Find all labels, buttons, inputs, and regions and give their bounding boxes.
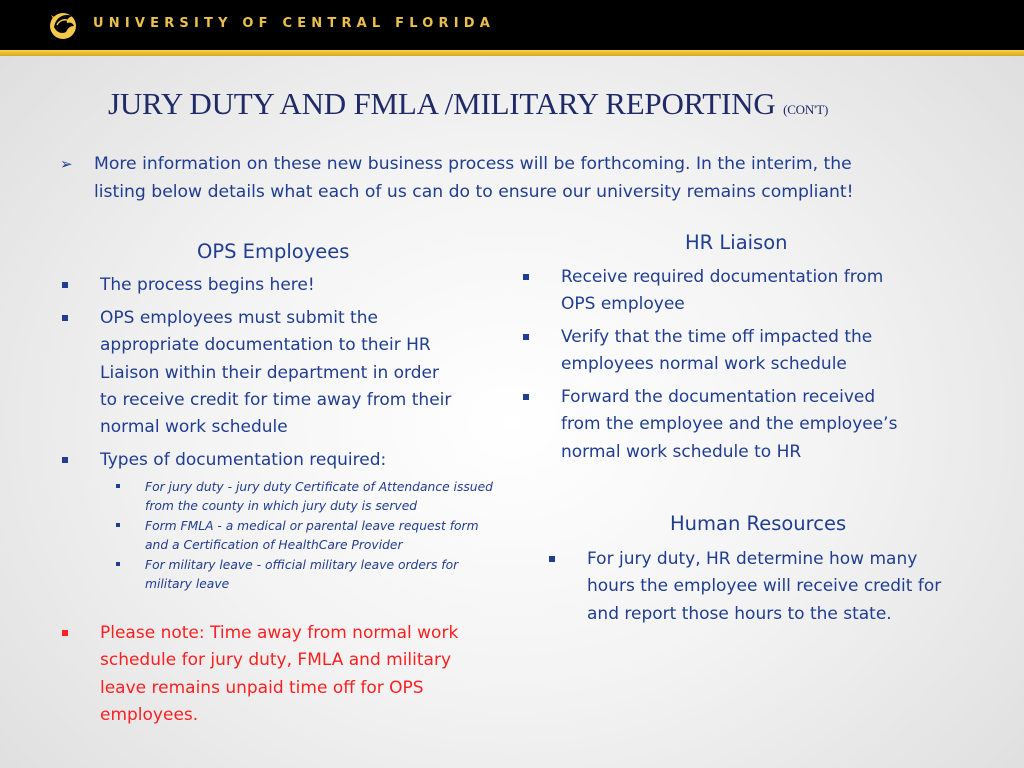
ucf-header-bar [0, 0, 1024, 50]
square-bullet-icon [116, 523, 120, 527]
square-bullet-icon [549, 556, 555, 562]
title-main: JURY DUTY AND FMLA /MILITARY REPORTING [108, 86, 776, 121]
human-resources-bullet-1: For jury duty, HR determine how many hours the employee will receive credit for and report those hours to the state. [549, 546, 941, 628]
title-suffix: (CON'T) [783, 102, 829, 117]
ops-bullet-2: OPS employees must submit the appropriate documentation to their HR Liaison within their department in order to receive credit for time away from their normal work schedule [62, 305, 451, 441]
hr-liaison-bullet-2: Verify that the time off impacted the employees normal work schedule [523, 324, 872, 379]
square-bullet-icon [62, 315, 68, 321]
intro-bullet [60, 151, 960, 206]
ops-employees-heading: OPS Employees [197, 240, 350, 263]
square-bullet-icon [62, 282, 68, 288]
ops-bullet-3: Types of documentation required: [62, 447, 386, 474]
hr-liaison-bullet-3: Forward the documentation received from the employee and the employee’s normal work schedule to HR [523, 384, 897, 466]
slide-title [108, 86, 828, 122]
doc-type-jury-duty: For jury duty - jury duty Certificate of Attendance issued from the county in which jury duty is served [116, 478, 493, 515]
human-resources-heading: Human Resources [670, 512, 847, 535]
square-bullet-icon [116, 562, 120, 566]
doc-type-military: For military leave - official military leave orders for military leave [116, 556, 458, 593]
intro-line-1: More information on these new business process will be forthcoming. In the interim, the [94, 154, 852, 174]
university-name: UNIVERSITY OF CENTRAL FLORIDA [93, 16, 495, 31]
square-bullet-icon [62, 630, 68, 636]
gold-accent-bar [0, 50, 1024, 56]
square-bullet-icon [523, 334, 529, 340]
square-bullet-icon [523, 394, 529, 400]
ops-bullet-1: The process begins here! [62, 272, 315, 299]
square-bullet-icon [62, 457, 68, 463]
hr-liaison-heading: HR Liaison [685, 231, 788, 254]
intro-line-2: listing below details what each of us can do to ensure our university remains compliant! [94, 181, 854, 202]
doc-type-fmla: Form FMLA - a medical or parental leave request form and a Certification of HealthCare Provider [116, 517, 479, 554]
please-note: Please note: Time away from normal work schedule for jury duty, FMLA and military leave remains unpaid time off for OPS employees. [62, 620, 458, 729]
square-bullet-icon [523, 274, 529, 280]
pegasus-logo-icon [46, 7, 80, 41]
hr-liaison-bullet-1: Receive required documentation from OPS employee [523, 264, 883, 319]
arrow-bullet-icon: ➢ [60, 155, 73, 173]
square-bullet-icon [116, 484, 120, 488]
